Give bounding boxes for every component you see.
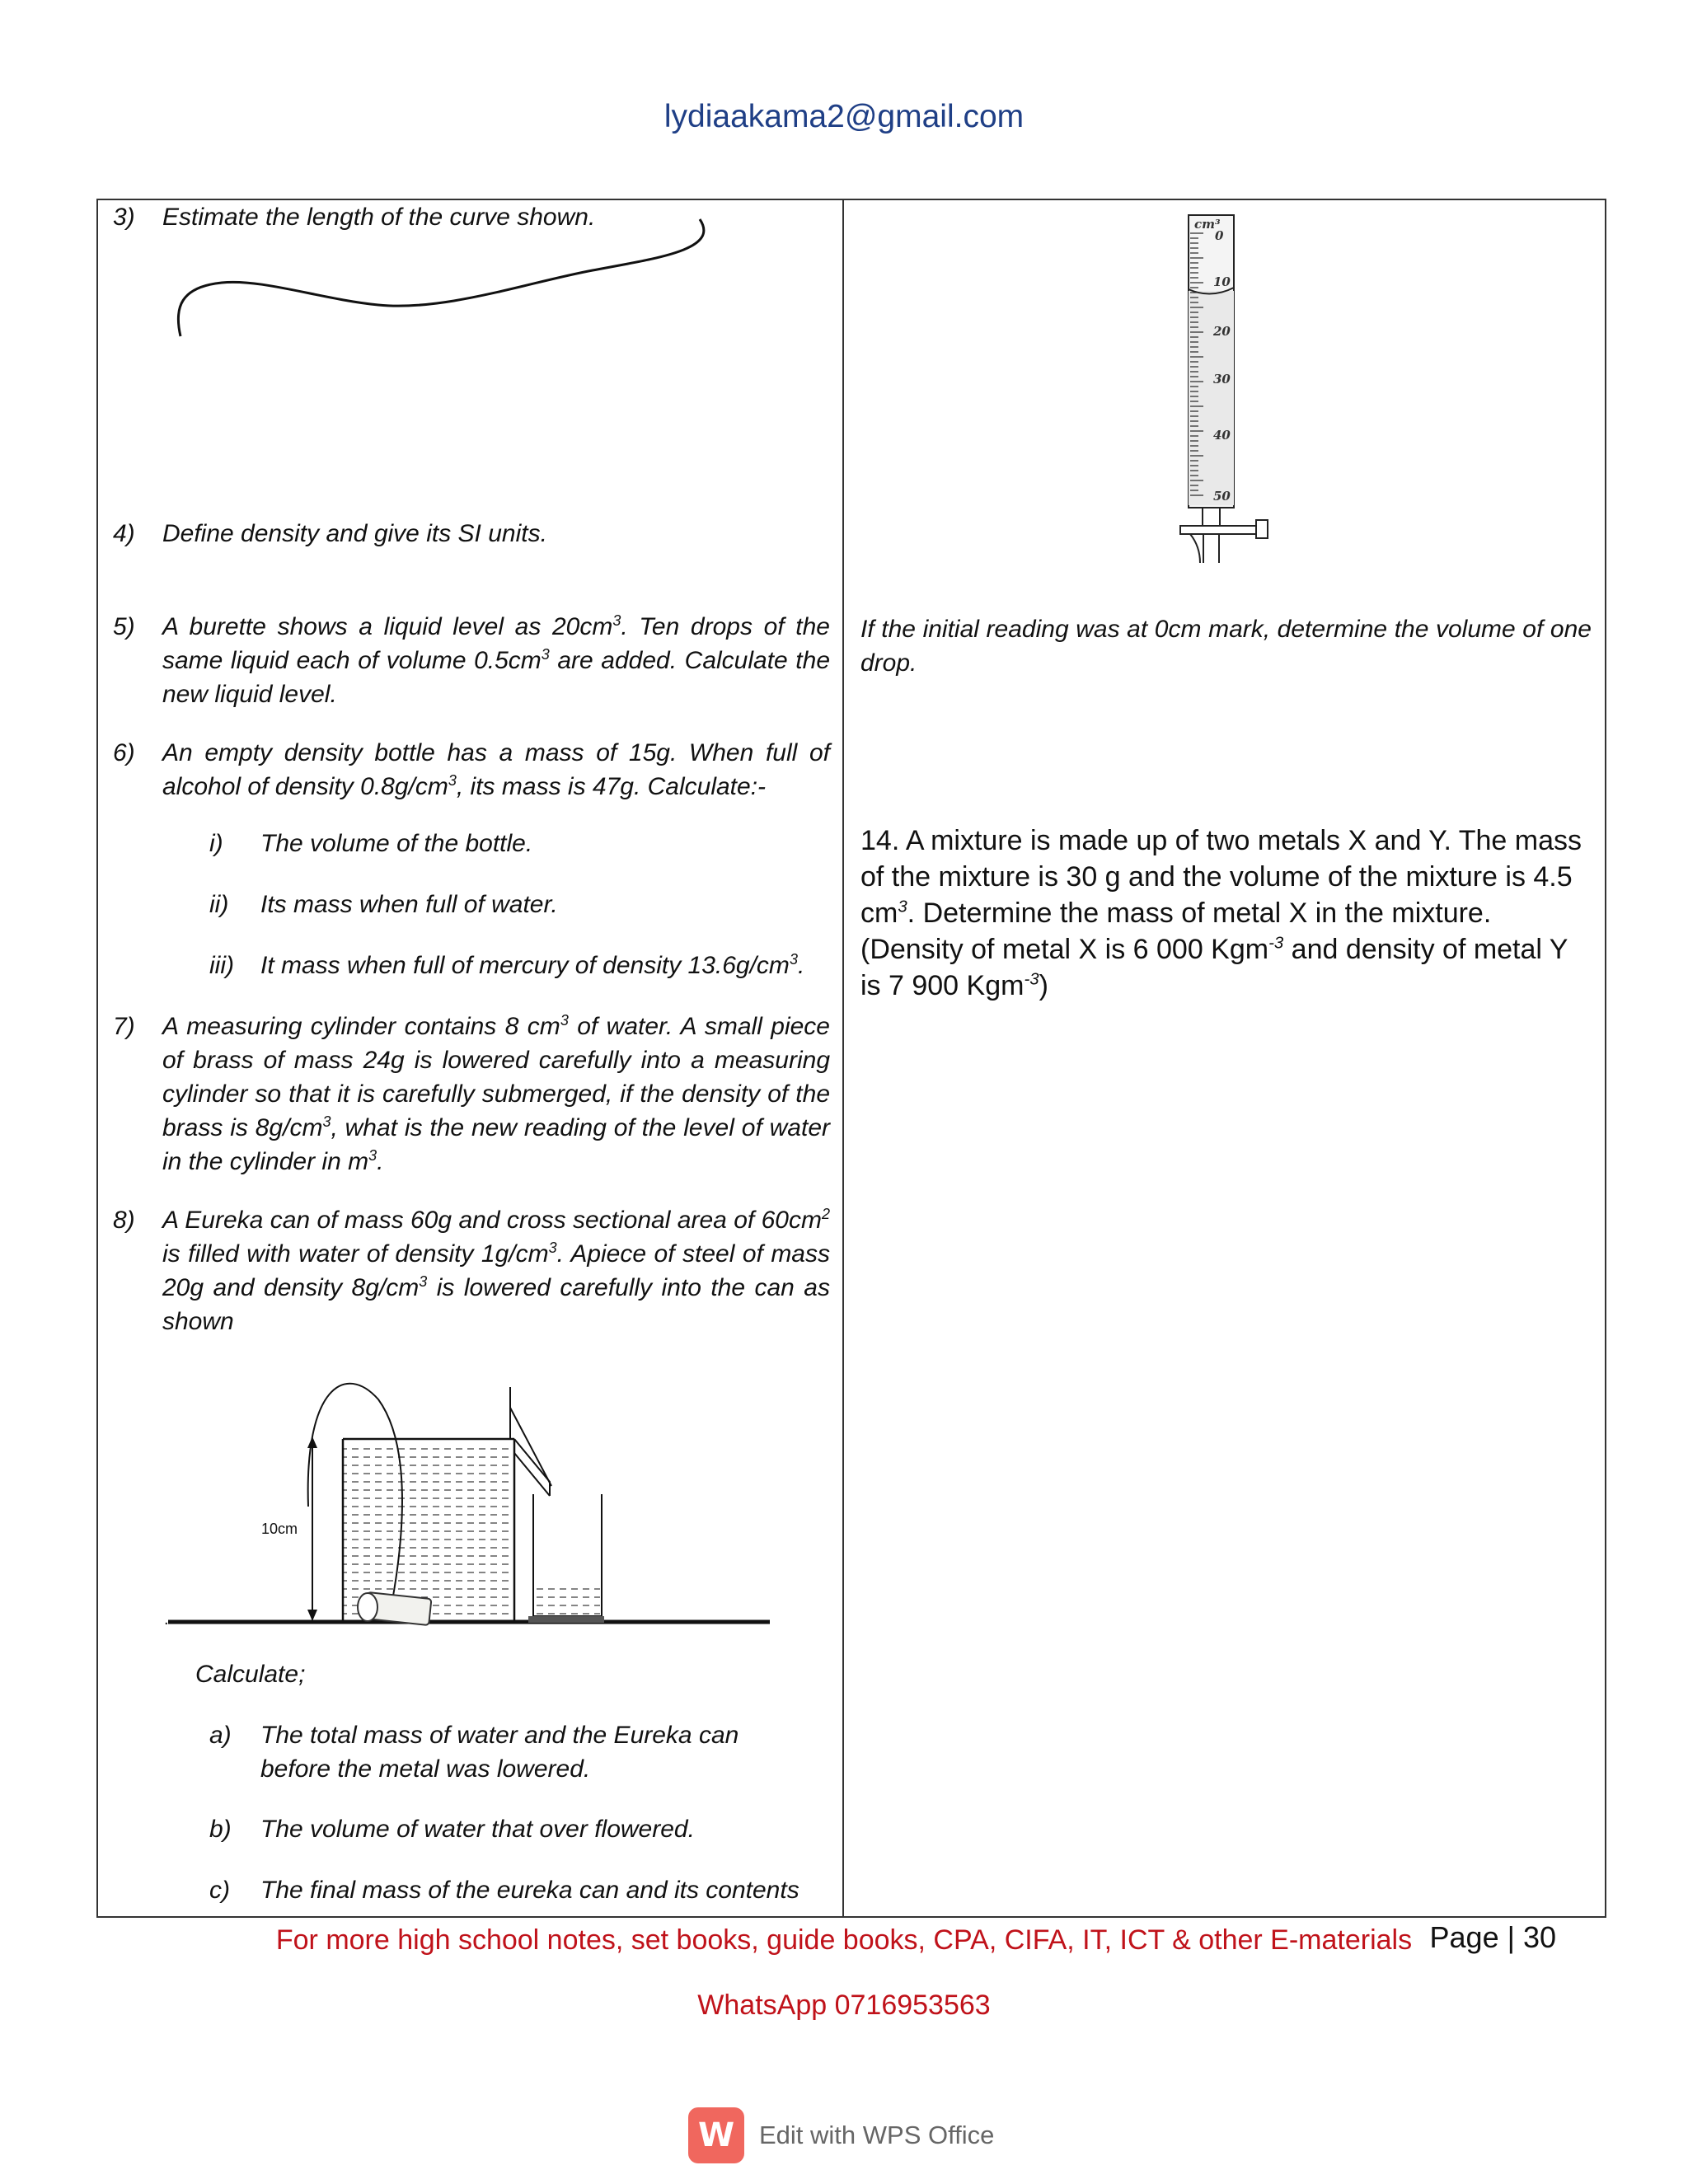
calculate-label: Calculate; [195, 1661, 306, 1688]
svg-text:.: . [164, 1610, 169, 1629]
page-number: Page | 30 [1429, 1920, 1556, 1954]
burette-tick-50: 50 [1213, 489, 1231, 504]
question-number: 6) [113, 739, 135, 766]
question-table: 3) Estimate the length of the curve shown. 4) Define density and give its SI units. 5) A burette shows a liquid level as $20cm^3$. Ten drops of the same liquid each of volume $0.5cm^3$ are added. Calculate the new liquid level. 6) An empty density bottle has a mass of 15g. When full of alcohol of density $0.8g/cm^3$, its mass is 47g. Calculate:- i) The volume of the bottle. ii) Its mass when full of water. iii) It mass when full of mercury of density $13.6g/cm^3$. 7) A measuring cylinder contains 8 $cm^3$ of water. A small piece of brass of mass 24g is lowered carefully into a measuring cylinder so that it is carefully submerged, if the density of the brass is $8g/cm^3$, what is the new reading of the level of water in the cylinder in $m^3$. 8) A Eureka can of mass 60g and cross sectional area of $60cm^2$ is filled with water of density $1g/cm^3$. Apiece of steel of mass 20g and density $8g/cm^3$ is lowered carefully into the can as shown 10cm . Calculate; a) The total mass of water and the Eureka can before the metal was lowered. b) The volume of water that over flowered. c) The final mass of the eureka can and its contents cm³ 0 10 20 30 40 50 If the initial reading was at 0cm mark, determine the volume of one drop. 14. A mixture is made up of two metals X and Y. The mass of the mixture is 30 g and the volume of the mixture is 4.5 $cm^3$. Determine the mass of metal X in the mixture. (Density of metal X is 6 000 Kgm$^{-3}$ and density of metal Y is 7 900 Kgm$^{-3}$) [96, 199, 1606, 1918]
question-number: 3) [113, 204, 135, 231]
burette-figure [844, 200, 1606, 579]
question-number: 5) [113, 613, 135, 640]
burette-nozzle [1190, 534, 1219, 563]
burette-tap [1180, 526, 1256, 534]
wps-logo-icon: W [688, 2107, 744, 2163]
question-text: Define density and give its SI units. [162, 520, 547, 547]
burette-tick-40: 40 [1213, 428, 1231, 443]
question-text: Estimate the length of the curve shown. [162, 204, 596, 231]
burette-tick-0: 0 [1215, 228, 1224, 243]
beaker-water [535, 1583, 600, 1616]
wps-edit-label: Edit with WPS Office [759, 2121, 995, 2149]
burette-question: If the initial reading was at 0cm mark, determine the volume of one drop. [860, 616, 1592, 677]
burette-tick-30: 30 [1213, 372, 1231, 387]
whatsapp-text[interactable]: WhatsApp 0716953563 [697, 1990, 991, 2021]
promo-text: For more high school notes, set books, guide books, CPA, CIFA, IT, ICT & other E-materials [275, 1924, 1413, 1956]
question-number: 8) [113, 1207, 135, 1234]
burette-unit: cm³ [1194, 217, 1221, 232]
question-text: A measuring cylinder contains 8 $cm^3$ of water. A small piece of brass of mass 24g is lowered carefully into a measuring cylinder so that it is carefully submerged, if the density of the brass is $8g/cm^3$, what is the new reading of the level of water in the cylinder in $m^3$. [162, 1012, 830, 1175]
header-email[interactable]: lydiaakama2@gmail.com [663, 99, 1025, 134]
question-text: An empty density bottle has a mass of 15g. When full of alcohol of density $0.8g/cm^3$, its mass is 47g. Calculate:- [162, 739, 830, 800]
question-14: 14. A mixture is made up of two metals X and Y. The mass of the mixture is 30 g and the volume of the mixture is 4.5 $cm^3$. Determine the mass of metal X in the mixture. (Density of metal X is 6 000 Kgm$^{-3}$ and density of metal Y is 7 900 Kgm$^{-3}$) [860, 825, 1582, 1001]
steel-piece [358, 1592, 431, 1625]
burette-tick-10: 10 [1213, 274, 1231, 289]
question-text: A burette shows a liquid level as $20cm^3$. Ten drops of the same liquid each of volume $0.5cm^3$ are added. Calculate the new liquid level. [162, 612, 830, 708]
question-text: A Eureka can of mass 60g and cross sectional area of $60cm^2$ is filled with water of density $1g/cm^3$. Apiece of steel of mass 20g and density $8g/cm^3$ is lowered carefully into the can as shown [162, 1206, 830, 1335]
burette-tick-20: 20 [1213, 324, 1231, 339]
question-number: 4) [113, 520, 135, 547]
wps-edit-badge[interactable] [688, 2107, 994, 2163]
height-label: 10cm [260, 1521, 298, 1537]
question-number: 7) [113, 1013, 135, 1040]
